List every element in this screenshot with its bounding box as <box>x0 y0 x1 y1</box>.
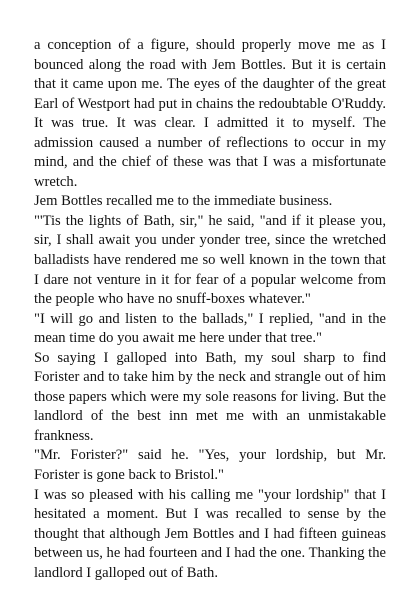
paragraph-your-lordship: I was so pleased with his calling me "your lordship" that I hesitated a moment. But I was recalled to sense by the thought that although Jem Bottles and I had fifteen guineas between us, he had fourteen and I had the one. Thanking the landlord I galloped out of Bath. <box>34 486 386 581</box>
paragraph-earl-daughter: a conception of a figure, should properly move me as I bounced along the road with Jem Bottles. But it is certain that it came upon me. The eyes of the daughter of the great Earl of Westport had put in chains the redoubtable O'Ruddy. It was true. It was clear. I admitted it to myself. The admission caused a number of reflections to occur in my mind, and the chief of these was that I was a misfortunate wretch. <box>34 37 386 190</box>
paragraph-lights-of-bath: "'Tis the lights of Bath, sir," he said, "and if it please you, sir, I shall await you under yonder tree, since the wretched balladists have rendered me so well known in the town that I dare not venture in it for fear of a popular welcome from the people who have no snuff-boxes whatever." <box>34 212 386 308</box>
paragraph-jem-recalls: Jem Bottles recalled me to the immediate business. <box>34 193 333 210</box>
book-page <box>34 36 386 583</box>
paragraph-mr-forister: "Mr. Forister?" said he. "Yes, your lordship, but Mr. Forister is gone back to Bristol." <box>34 447 386 484</box>
paragraph-listen-ballads: "I will go and listen to the ballads," I replied, "and in the mean time do you await me here under that tree." <box>34 310 386 347</box>
paragraph-galloped-into-bath: So saying I galloped into Bath, my soul sharp to find Forister and to take him by the neck and strangle out of him those papers which were my sole reasons for living. But the landlord of the best inn met me with an unmistakable frankness. <box>34 349 386 444</box>
